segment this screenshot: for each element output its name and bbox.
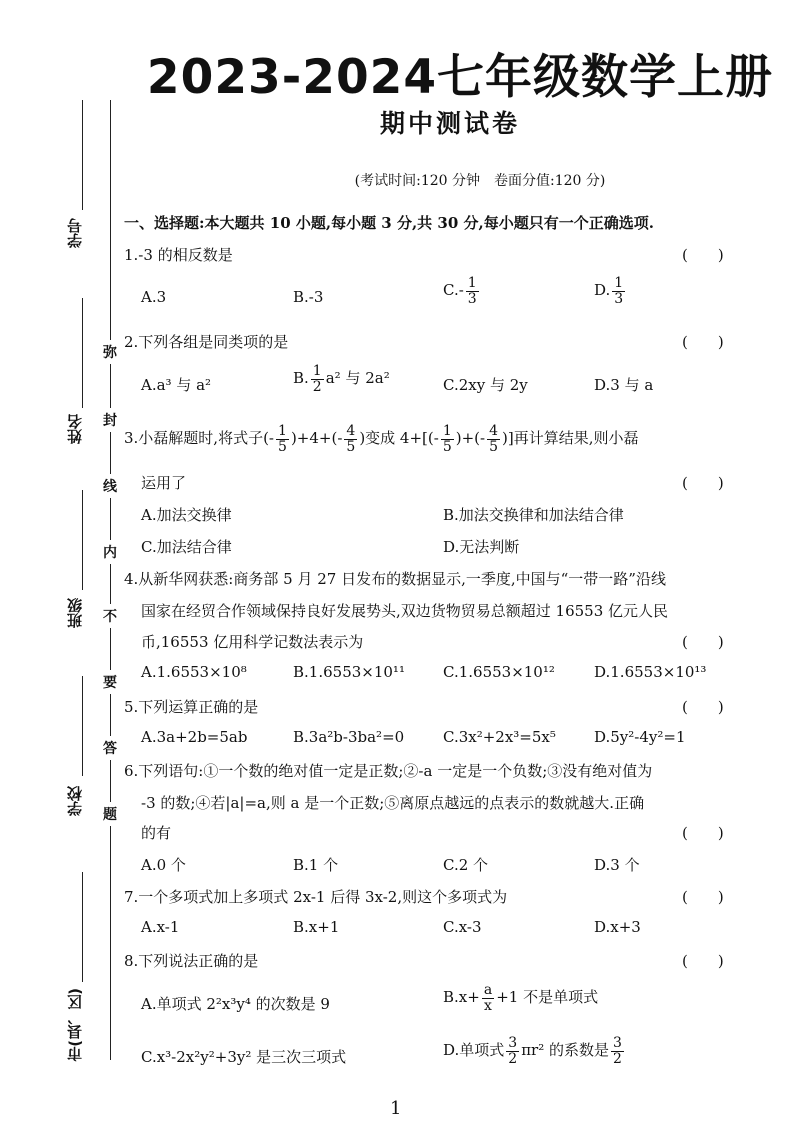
question-1-stem: 1.-3 的相反数是 — [124, 246, 233, 264]
answer-paren[interactable]: ( ) — [682, 824, 724, 842]
q6-option-c: C.2 个 — [443, 856, 489, 874]
question-2-stem: 2.下列各组是同类项的是 — [124, 333, 289, 351]
q1-option-d — [594, 276, 627, 306]
fraction: $\frac{3}{2}$ — [613, 1035, 622, 1067]
q3-option-c: C.加法结合律 — [141, 538, 232, 556]
seal-char: 内 — [101, 540, 119, 564]
q8-option-b-suffix: +1 不是单项式 — [496, 988, 599, 1007]
answer-paren[interactable]: ( ) — [682, 474, 724, 492]
q5-option-c: C.3x²+2x³=5x⁵ — [443, 728, 556, 746]
class-label: 班级 — [66, 598, 84, 628]
fraction: $\frac{1}{5}$ — [278, 423, 287, 455]
fraction: $\frac{a}{x}$ — [483, 982, 493, 1014]
binding-line — [110, 100, 111, 1060]
question-3-stem-line2: 运用了 — [141, 474, 187, 492]
q7-option-d: D.x+3 — [594, 918, 641, 936]
question-5-stem: 5.下列运算正确的是 — [124, 698, 259, 716]
q8-option-a: A.单项式 2²x³y⁴ 的次数是 9 — [141, 995, 330, 1013]
question-6-line3: 的有 — [141, 824, 172, 842]
answer-paren[interactable]: ( ) — [682, 333, 724, 351]
q6-option-a: A.0 个 — [141, 856, 186, 874]
label-line-3 — [82, 490, 83, 590]
question-4-line2: 国家在经贸合作领域保持良好发展势头,双边货物贸易总额超过 16553 亿元人民 — [141, 602, 669, 620]
q5-option-a: A.3a+2b=5ab — [141, 728, 248, 746]
q1-option-b: B.-3 — [293, 288, 324, 306]
q2-option-d: D.3 与 a — [594, 376, 654, 394]
question-6-line1: 6.下列语句:①一个数的绝对值一定是正数;②-a 一定是一个负数;③没有绝对值为 — [124, 762, 653, 780]
q2-option-b-prefix: B. — [293, 369, 309, 388]
q1-option-d-prefix: D. — [594, 281, 611, 300]
label-line-4 — [82, 676, 83, 776]
question-6-line2: -3 的数;④若|a|=a,则 a 是一个正数;⑤离原点越远的点表示的数就越大.正确 — [141, 794, 645, 812]
city-label: 市(县、区) — [66, 988, 84, 1062]
q2-option-b-suffix: a² 与 2a² — [325, 369, 390, 388]
fraction: $\frac{1}{5}$ — [442, 423, 452, 455]
fraction: $\frac{1}{3}$ — [467, 275, 477, 307]
q1-option-c — [443, 276, 481, 306]
q3-option-b: B.加法交换律和加法结合律 — [443, 506, 624, 524]
question-3-stem — [124, 424, 639, 454]
question-4-line1: 4.从新华网获悉:商务部 5 月 27 日发布的数据显示,一季度,中国与“一带一路”沿线 — [124, 570, 666, 588]
seal-char: 不 — [101, 604, 119, 628]
answer-paren[interactable]: ( ) — [682, 698, 724, 716]
q8-option-b — [443, 983, 598, 1013]
q8-option-d — [443, 1036, 626, 1066]
seal-char: 线 — [101, 474, 119, 498]
q2-option-b — [293, 364, 390, 394]
q8-option-c: C.x³-2x²y²+3y² 是三次三项式 — [141, 1048, 347, 1066]
document-subtitle: 期中测试卷 — [379, 109, 520, 138]
q8-option-d-mid: πr² 的系数是 — [521, 1041, 609, 1060]
q2-option-c: C.2xy 与 2y — [443, 376, 528, 394]
question-8-stem: 8.下列说法正确的是 — [124, 952, 259, 970]
q3-option-a: A.加法交换律 — [141, 506, 232, 524]
answer-paren[interactable]: ( ) — [682, 246, 724, 264]
fraction: $\frac{1}{3}$ — [614, 275, 624, 307]
label-line-1 — [82, 100, 83, 210]
q4-option-b: B.1.6553×10¹¹ — [293, 663, 405, 681]
fraction: $\frac{3}{2}$ — [508, 1035, 518, 1067]
q8-option-b-prefix: B.x+ — [443, 988, 480, 1007]
question-4-line3: 币,16553 亿用科学记数法表示为 — [141, 633, 364, 651]
q1-option-a: A.3 — [141, 288, 167, 306]
seal-char: 答 — [101, 736, 119, 760]
q3-stem-part: 3.小磊解题时,将式子(- — [124, 429, 275, 448]
q8-option-d-prefix: D.单项式 — [443, 1041, 505, 1060]
q7-option-c: C.x-3 — [443, 918, 482, 936]
document-title: 2023-2024七年级数学上册 — [146, 50, 774, 105]
q6-option-d: D.3 个 — [594, 856, 640, 874]
q3-stem-part: )]再计算结果,则小磊 — [502, 429, 639, 448]
question-7-stem: 7.一个多项式加上多项式 2x-1 后得 3x-2,则这个多项式为 — [124, 888, 508, 906]
q6-option-b: B.1 个 — [293, 856, 339, 874]
fraction: $\frac{4}{5}$ — [346, 423, 356, 455]
q3-stem-part: )变成 4+[(- — [359, 429, 439, 448]
q3-option-d: D.无法判断 — [443, 538, 520, 556]
q5-option-b: B.3a²b-3ba²=0 — [293, 728, 405, 746]
student-id-label: 学号 — [66, 218, 84, 248]
answer-paren[interactable]: ( ) — [682, 952, 724, 970]
school-label: 学校 — [66, 786, 84, 816]
q3-stem-part: )+(- — [455, 429, 486, 448]
fraction: $\frac{4}{5}$ — [489, 423, 499, 455]
exam-info: (考试时间:120 分钟 卷面分值:120 分) — [354, 173, 606, 189]
q7-option-a: A.x-1 — [141, 918, 180, 936]
q5-option-d: D.5y²-4y²=1 — [594, 728, 686, 746]
label-line-5 — [82, 872, 83, 982]
seal-char: 题 — [101, 802, 119, 826]
fraction: $\frac{1}{2}$ — [312, 363, 322, 395]
q7-option-b: B.x+1 — [293, 918, 340, 936]
page-number: 1 — [390, 1098, 402, 1119]
seal-char: 要 — [101, 670, 119, 694]
q3-stem-part: )+4+(- — [290, 429, 343, 448]
q4-option-d: D.1.6553×10¹³ — [594, 663, 707, 681]
q4-option-c: C.1.6553×10¹² — [443, 663, 555, 681]
seal-char: 封 — [101, 408, 119, 432]
answer-paren[interactable]: ( ) — [682, 633, 724, 651]
answer-paren[interactable]: ( ) — [682, 888, 724, 906]
name-label: 姓名 — [66, 414, 84, 444]
section-heading: 一、选择题:本大题共 10 小题,每小题 3 分,共 30 分,每小题只有一个正确选项. — [124, 214, 654, 232]
q4-option-a: A.1.6553×10⁸ — [141, 663, 247, 681]
q2-option-a: A.a³ 与 a² — [141, 376, 212, 394]
seal-char: 弥 — [101, 340, 119, 364]
q1-option-c-prefix: C.- — [443, 281, 464, 300]
label-line-2 — [82, 298, 83, 408]
